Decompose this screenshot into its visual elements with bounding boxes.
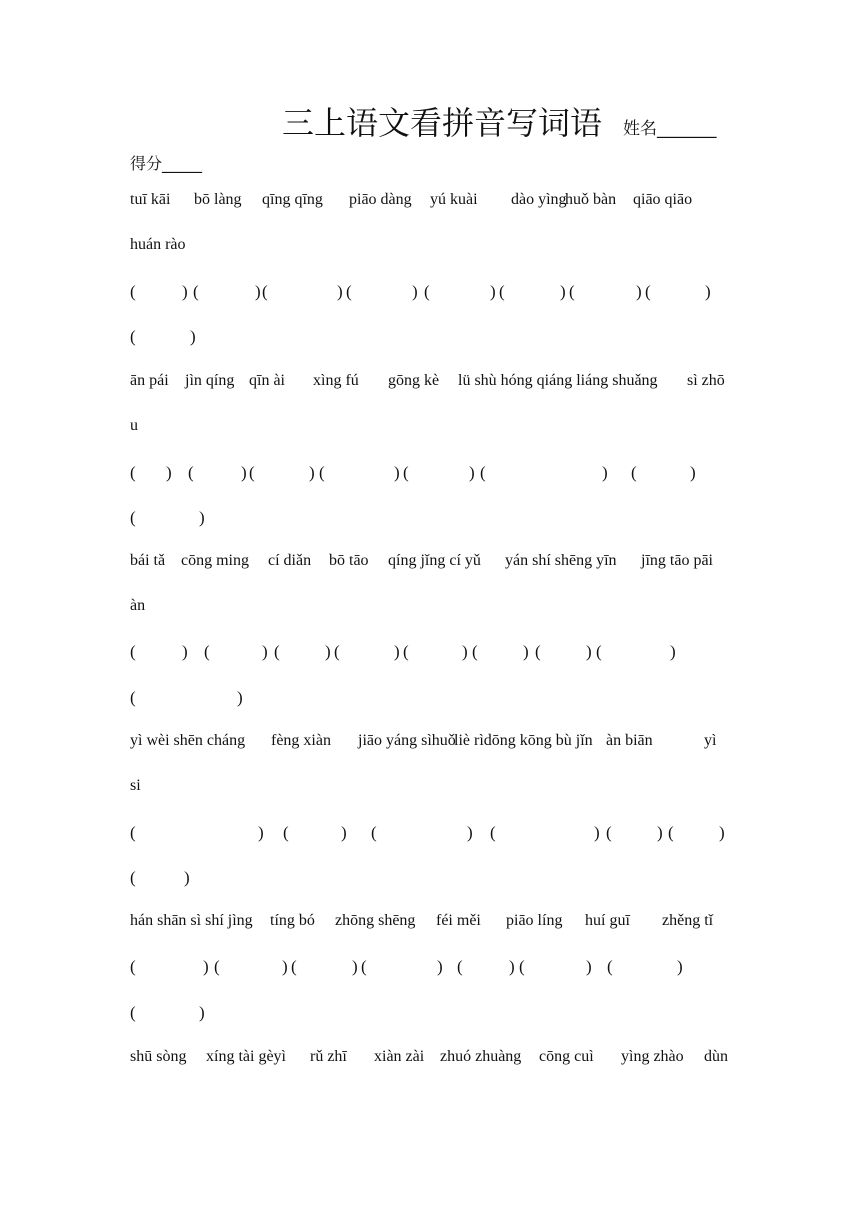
pinyin-word: shū sòng [130,1048,187,1065]
pinyin-word: sì zhō [687,372,725,389]
answer-blank-row [0,282,860,306]
answer-blank-open: ( [130,688,136,707]
pinyin-word: liè rìdōng kōng bù jǐn [454,732,593,749]
answer-blank-close: ) [394,642,400,661]
pinyin-word: zhuó zhuàng [440,1048,522,1065]
pinyin-word: dùn [704,1048,728,1065]
answer-blank-open: ( [631,463,637,482]
answer-blank-close: ) [636,282,642,301]
pinyin-row [0,597,860,621]
answer-blank-close: ) [560,282,566,301]
pinyin-row [0,236,860,260]
answer-blank-open: ( [274,642,280,661]
answer-blank-open: ( [130,508,136,527]
pinyin-word: u [130,417,138,434]
pinyin-row [0,417,860,441]
pinyin-row [0,777,860,801]
answer-blank-close: ) [262,642,268,661]
answer-blank-open: ( [371,823,377,842]
pinyin-word: cōng cuì [539,1048,594,1065]
pinyin-word: bái tǎ [130,552,166,569]
answer-blank-open: ( [490,823,496,842]
pinyin-word: zhěng tǐ [662,912,714,929]
answer-blank-close: ) [199,508,205,527]
pinyin-word: yìng zhào [621,1048,684,1065]
pinyin-word: huán rào [130,236,186,253]
answer-blank-open: ( [472,642,478,661]
pinyin-row [0,912,860,936]
answer-blank-close: ) [690,463,696,482]
pinyin-word: ān pái [130,372,169,389]
answer-blank-close: ) [594,823,600,842]
pinyin-word: qiāo qiāo [633,191,693,208]
answer-blank-close: ) [337,282,343,301]
answer-blank-close: ) [412,282,418,301]
answer-blank-open: ( [283,823,289,842]
answer-blank-open: ( [130,642,136,661]
answer-blank-row [0,463,860,487]
answer-blank-open: ( [204,642,210,661]
pinyin-word: yú kuài [430,191,478,208]
answer-blank-open: ( [480,463,486,482]
pinyin-word: tuī kāi [130,191,171,208]
pinyin-word: rǔ zhī [310,1048,347,1065]
answer-blank-close: ) [182,282,188,301]
pinyin-word: piāo líng [506,912,563,929]
answer-blank-row [0,823,860,847]
pinyin-word: si [130,777,141,794]
answer-blank-open: ( [130,1003,136,1022]
answer-blank-row [0,642,860,666]
answer-blank-open: ( [130,823,136,842]
answer-blank-close: ) [166,463,172,482]
pinyin-word: yì [704,732,717,749]
pinyin-word: hán shān sì shí jìng [130,912,253,929]
answer-blank-open: ( [130,463,136,482]
answer-blank-close: ) [182,642,188,661]
answer-blank-close: ) [199,1003,205,1022]
answer-blank-open: ( [596,642,602,661]
pinyin-word: tíng bó [270,912,315,929]
answer-blank-close: ) [241,463,247,482]
pinyin-row [0,732,860,756]
name-field-label: 姓名_______ [623,119,717,139]
pinyin-word: xíng tài gèyì [206,1048,286,1065]
pinyin-word: huí guī [585,912,630,929]
answer-blank-close: ) [705,282,711,301]
answer-blank-row [0,1003,860,1027]
answer-blank-close: ) [586,957,592,976]
pinyin-word: àn biān [606,732,653,749]
pinyin-word: bō tāo [329,552,369,569]
answer-blank-close: ) [523,642,529,661]
answer-blank-open: ( [214,957,220,976]
pinyin-word: qíng jǐng cí yǔ [388,552,481,569]
answer-blank-open: ( [188,463,194,482]
answer-blank-close: ) [437,957,443,976]
answer-blank-open: ( [607,957,613,976]
pinyin-word: qīn ài [249,372,285,389]
pinyin-word: zhōng shēng [335,912,416,929]
answer-blank-open: ( [668,823,674,842]
answer-blank-close: ) [352,957,358,976]
score-field-label: 得分_____ [130,154,203,173]
answer-blank-open: ( [130,327,136,346]
answer-blank-open: ( [262,282,268,301]
answer-blank-close: ) [309,463,315,482]
pinyin-word: jīng tāo pāi [641,552,713,569]
answer-blank-open: ( [569,282,575,301]
pinyin-word: àn [130,597,146,614]
answer-blank-open: ( [130,957,136,976]
pinyin-word: jìn qíng [185,372,235,389]
answer-blank-open: ( [403,642,409,661]
answer-blank-close: ) [670,642,676,661]
pinyin-word: lü shù hóng qiáng liáng shuǎng [458,372,658,389]
answer-blank-close: ) [255,282,261,301]
answer-blank-close: ) [657,823,663,842]
answer-blank-row [0,688,860,712]
pinyin-word: huǒ bàn [565,191,617,208]
answer-blank-open: ( [319,463,325,482]
pinyin-row [0,372,860,396]
answer-blank-close: ) [282,957,288,976]
answer-blank-open: ( [645,282,651,301]
pinyin-word: dào yìng [511,191,567,208]
answer-blank-close: ) [462,642,468,661]
answer-blank-close: ) [490,282,496,301]
answer-blank-open: ( [535,642,541,661]
pinyin-row [0,552,860,576]
answer-blank-close: ) [586,642,592,661]
answer-blank-open: ( [361,957,367,976]
pinyin-word: gōng kè [388,372,440,389]
answer-blank-close: ) [719,823,725,842]
answer-blank-open: ( [457,957,463,976]
answer-blank-open: ( [606,823,612,842]
answer-blank-open: ( [193,282,199,301]
answer-blank-close: ) [602,463,608,482]
answer-blank-close: ) [467,823,473,842]
answer-blank-close: ) [184,868,190,887]
pinyin-word: qīng qīng [262,191,323,208]
pinyin-word: cōng ming [181,552,249,569]
answer-blank-close: ) [325,642,331,661]
pinyin-word: xiàn zài [374,1048,425,1065]
pinyin-word: xìng fú [313,372,359,389]
pinyin-word: jiāo yáng sìhuǒ [358,732,456,749]
answer-blank-close: ) [237,688,243,707]
title-row [0,98,860,146]
answer-blank-open: ( [424,282,430,301]
answer-blank-open: ( [334,642,340,661]
answer-blank-close: ) [509,957,515,976]
pinyin-word: piāo dàng [349,191,412,208]
pinyin-row [0,191,860,215]
answer-blank-row [0,327,860,351]
answer-blank-open: ( [519,957,525,976]
pinyin-word: yì wèi shēn cháng [130,732,246,749]
answer-blank-close: ) [394,463,400,482]
pinyin-word: fèng xiàn [271,732,331,749]
answer-blank-open: ( [346,282,352,301]
pinyin-row [0,1048,860,1072]
pinyin-word: yán shí shēng yīn [505,552,617,569]
pinyin-word: cí diǎn [268,552,312,569]
answer-blank-row [0,508,860,532]
answer-blank-close: ) [677,957,683,976]
page-title: 三上语文看拼音写词语 [282,104,603,142]
answer-blank-open: ( [403,463,409,482]
answer-blank-open: ( [291,957,297,976]
answer-blank-close: ) [258,823,264,842]
answer-blank-close: ) [203,957,209,976]
answer-blank-open: ( [249,463,255,482]
pinyin-word: bō làng [194,191,242,208]
answer-blank-open: ( [130,868,136,887]
answer-blank-row [0,957,860,981]
answer-blank-open: ( [130,282,136,301]
answer-blank-close: ) [341,823,347,842]
answer-blank-close: ) [190,327,196,346]
answer-blank-row [0,868,860,892]
answer-blank-close: ) [469,463,475,482]
pinyin-word: féi měi [436,912,481,929]
answer-blank-open: ( [499,282,505,301]
